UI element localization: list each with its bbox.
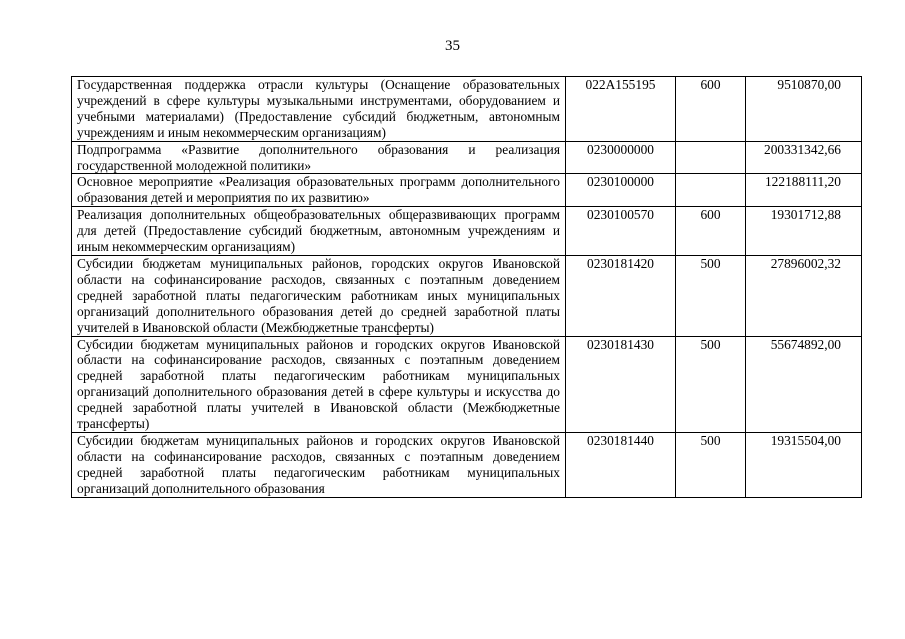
row-name: Субсидии бюджетам муниципальных районов и городских округов Ивановской области на софинансирование расходов, связанных с поэтапным доведением средней заработной платы педагогическим работникам муниципальных организаций дополнительного образования — [72, 432, 566, 497]
row-expense-type — [676, 174, 746, 207]
table-row — [72, 207, 862, 256]
row-sum: 27896002,32 — [746, 255, 862, 336]
row-expense-type: 500 — [676, 336, 746, 432]
row-name: Субсидии бюджетам муниципальных районов и городских округов Ивановской области на софинансирование расходов, связанных с поэтапным доведением средней заработной платы педагогическим работникам муниципальных организаций дополнительного образования детей в сфере культуры и искусства до средней заработной платы учителей в Ивановской области (Межбюджетные трансферты) — [72, 336, 566, 432]
row-name: Основное мероприятие «Реализация образовательных программ дополнительного образования детей и мероприятия по их развитию» — [72, 174, 566, 207]
row-name: Подпрограмма «Развитие дополнительного образования и реализация государственной молодежной политики» — [72, 141, 566, 174]
row-expense-type: 500 — [676, 255, 746, 336]
page-number: 35 — [445, 38, 460, 54]
table-row — [72, 432, 862, 497]
row-code: 0230181420 — [566, 255, 676, 336]
table-row — [72, 141, 862, 174]
row-sum: 19301712,88 — [746, 207, 862, 256]
row-sum: 200331342,66 — [746, 141, 862, 174]
row-sum: 122188111,20 — [746, 174, 862, 207]
row-expense-type — [676, 141, 746, 174]
row-code: 0230100000 — [566, 174, 676, 207]
row-sum: 9510870,00 — [746, 77, 862, 142]
budget-table — [71, 76, 862, 498]
table-row — [72, 77, 862, 142]
row-code: 0230181440 — [566, 432, 676, 497]
row-code: 022A155195 — [566, 77, 676, 142]
row-sum: 55674892,00 — [746, 336, 862, 432]
row-code: 0230100570 — [566, 207, 676, 256]
row-name: Субсидии бюджетам муниципальных районов, городских округов Ивановской области на софинансирование расходов, связанных с поэтапным доведением средней заработной платы педагогическим работникам иных муниципальных организаций дополнительного образования детей до средней заработной платы учителей в Ивановской области (Межбюджетные трансферты) — [72, 255, 566, 336]
row-sum: 19315504,00 — [746, 432, 862, 497]
row-code: 0230000000 — [566, 141, 676, 174]
row-name: Государственная поддержка отрасли культуры (Оснащение образовательных учреждений в сфере культуры музыкальными инструментами, оборудованием и учебными материалами) (Предоставление субсидий бюджетным, автономным учреждениям и иным некоммерческим организациям) — [72, 77, 566, 142]
table-row — [72, 336, 862, 432]
row-expense-type: 500 — [676, 432, 746, 497]
row-expense-type: 600 — [676, 77, 746, 142]
row-code: 0230181430 — [566, 336, 676, 432]
row-expense-type: 600 — [676, 207, 746, 256]
table-row — [72, 255, 862, 336]
row-name: Реализация дополнительных общеобразовательных общеразвивающих программ для детей (Предоставление субсидий бюджетным, автономным учреждениям и иным некоммерческим организациям) — [72, 207, 566, 256]
table-row — [72, 174, 862, 207]
